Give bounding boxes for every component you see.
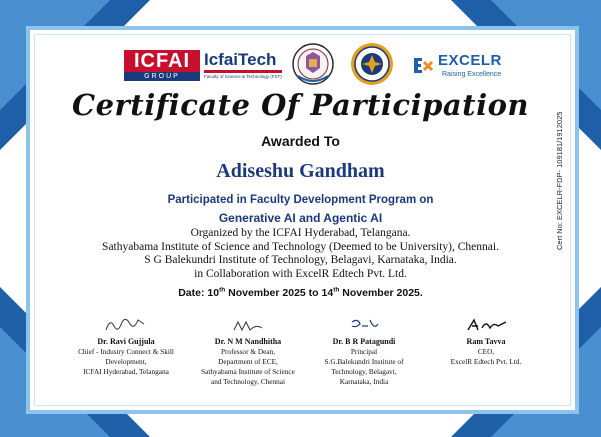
organizer-line: S G Balekundri Institute of Technology, Belagavi, Karnataka, India. bbox=[144, 254, 457, 266]
date-start-rest: November 2025 to bbox=[228, 287, 319, 299]
signature-image bbox=[64, 312, 188, 336]
signatory-role-line: Principal bbox=[350, 347, 378, 356]
signatory-role-line: ExcelR Edtech Pvt. Ltd. bbox=[450, 357, 522, 366]
program-name: Generative AI and Agentic AI bbox=[218, 211, 383, 225]
organizer-line: in Collaboration with ExcelR Edtech Pvt. Ltd. bbox=[194, 267, 407, 280]
signatory-name: Ram Tavva bbox=[466, 337, 506, 346]
signatory-role-line: ICFAI Hyderabad, Telangana bbox=[83, 367, 169, 376]
signatory-role-line: Professor & Dean, bbox=[220, 347, 276, 356]
date-end-day: 14 bbox=[321, 287, 334, 299]
signatory-name: Dr. Ravi Gujjula bbox=[97, 337, 155, 346]
signatory-role-line: S.G.Balekundri Institute of bbox=[324, 357, 404, 366]
signatory-role-line: CEO, bbox=[477, 347, 495, 356]
signatory-role-line: Development, bbox=[105, 357, 147, 366]
sathyabama-seal-icon bbox=[290, 42, 336, 86]
icfaitech-logo-subtext: Faculty of Science & Technology (FST) bbox=[204, 74, 282, 79]
signatory-role-line: Technology, Belagavi, bbox=[331, 367, 397, 376]
signatory-role-line: Karnataka, India bbox=[339, 377, 389, 386]
program-date bbox=[40, 287, 561, 299]
date-start-suffix: th bbox=[219, 286, 226, 294]
signature-image bbox=[424, 312, 548, 336]
signatory-3 bbox=[302, 312, 426, 387]
sgbit-seal-icon bbox=[350, 42, 394, 86]
signature-image bbox=[302, 312, 426, 336]
signatory-name: Dr. B R Patagundi bbox=[332, 337, 396, 346]
signatory-1 bbox=[64, 312, 188, 377]
awarded-to-label: Awarded To bbox=[261, 133, 340, 149]
logo-row bbox=[120, 42, 520, 86]
signatory-role-line: and Technology, Chennai bbox=[210, 377, 286, 386]
signatory-2 bbox=[186, 312, 310, 387]
excelr-tagline: Raising Excellence bbox=[442, 71, 502, 78]
signatory-name: Dr. N M Nandhitha bbox=[214, 337, 282, 346]
icfaitech-logo-text: IcfaiTech bbox=[204, 50, 282, 73]
date-end-suffix: th bbox=[333, 286, 340, 294]
certificate-title: Certificate Of Participation bbox=[71, 88, 530, 122]
icfaitech-logo bbox=[204, 50, 282, 82]
icfai-logo-text: ICFAI bbox=[124, 50, 200, 72]
signature-image bbox=[186, 312, 310, 336]
participation-statement: Participated in Faculty Development Program on bbox=[167, 194, 434, 206]
organizer-details bbox=[40, 227, 561, 281]
excelr-logo bbox=[412, 52, 512, 82]
date-label: Date: bbox=[178, 287, 205, 299]
excelr-logo-icon bbox=[412, 54, 434, 76]
icfai-group-logo bbox=[124, 50, 200, 82]
certificate-number: Cert No: EXCELR-FDP- 109181/1912025 bbox=[555, 111, 564, 250]
organizer-line: Organized by the ICFAI Hyderabad, Telangana. bbox=[190, 227, 411, 239]
signatory-role-line: Department of ECE, bbox=[218, 357, 278, 366]
organizer-line: Sathyabama Institute of Science and Technology (Deemed to be University), Chennai. bbox=[102, 240, 499, 253]
recipient-name: Adiseshu Gandham bbox=[216, 160, 385, 182]
excelr-logo-text: EXCELR bbox=[438, 52, 502, 69]
icfai-logo-subtext: GROUP bbox=[124, 72, 200, 81]
date-end-rest: November 2025. bbox=[342, 287, 423, 299]
signatory-role-line: Sathyabama Institute of Science bbox=[201, 367, 295, 376]
date-start-day: 10 bbox=[207, 287, 220, 299]
signatory-role-line: Chief - Industry Connect & Skill bbox=[78, 347, 174, 356]
signatory-4 bbox=[424, 312, 548, 367]
